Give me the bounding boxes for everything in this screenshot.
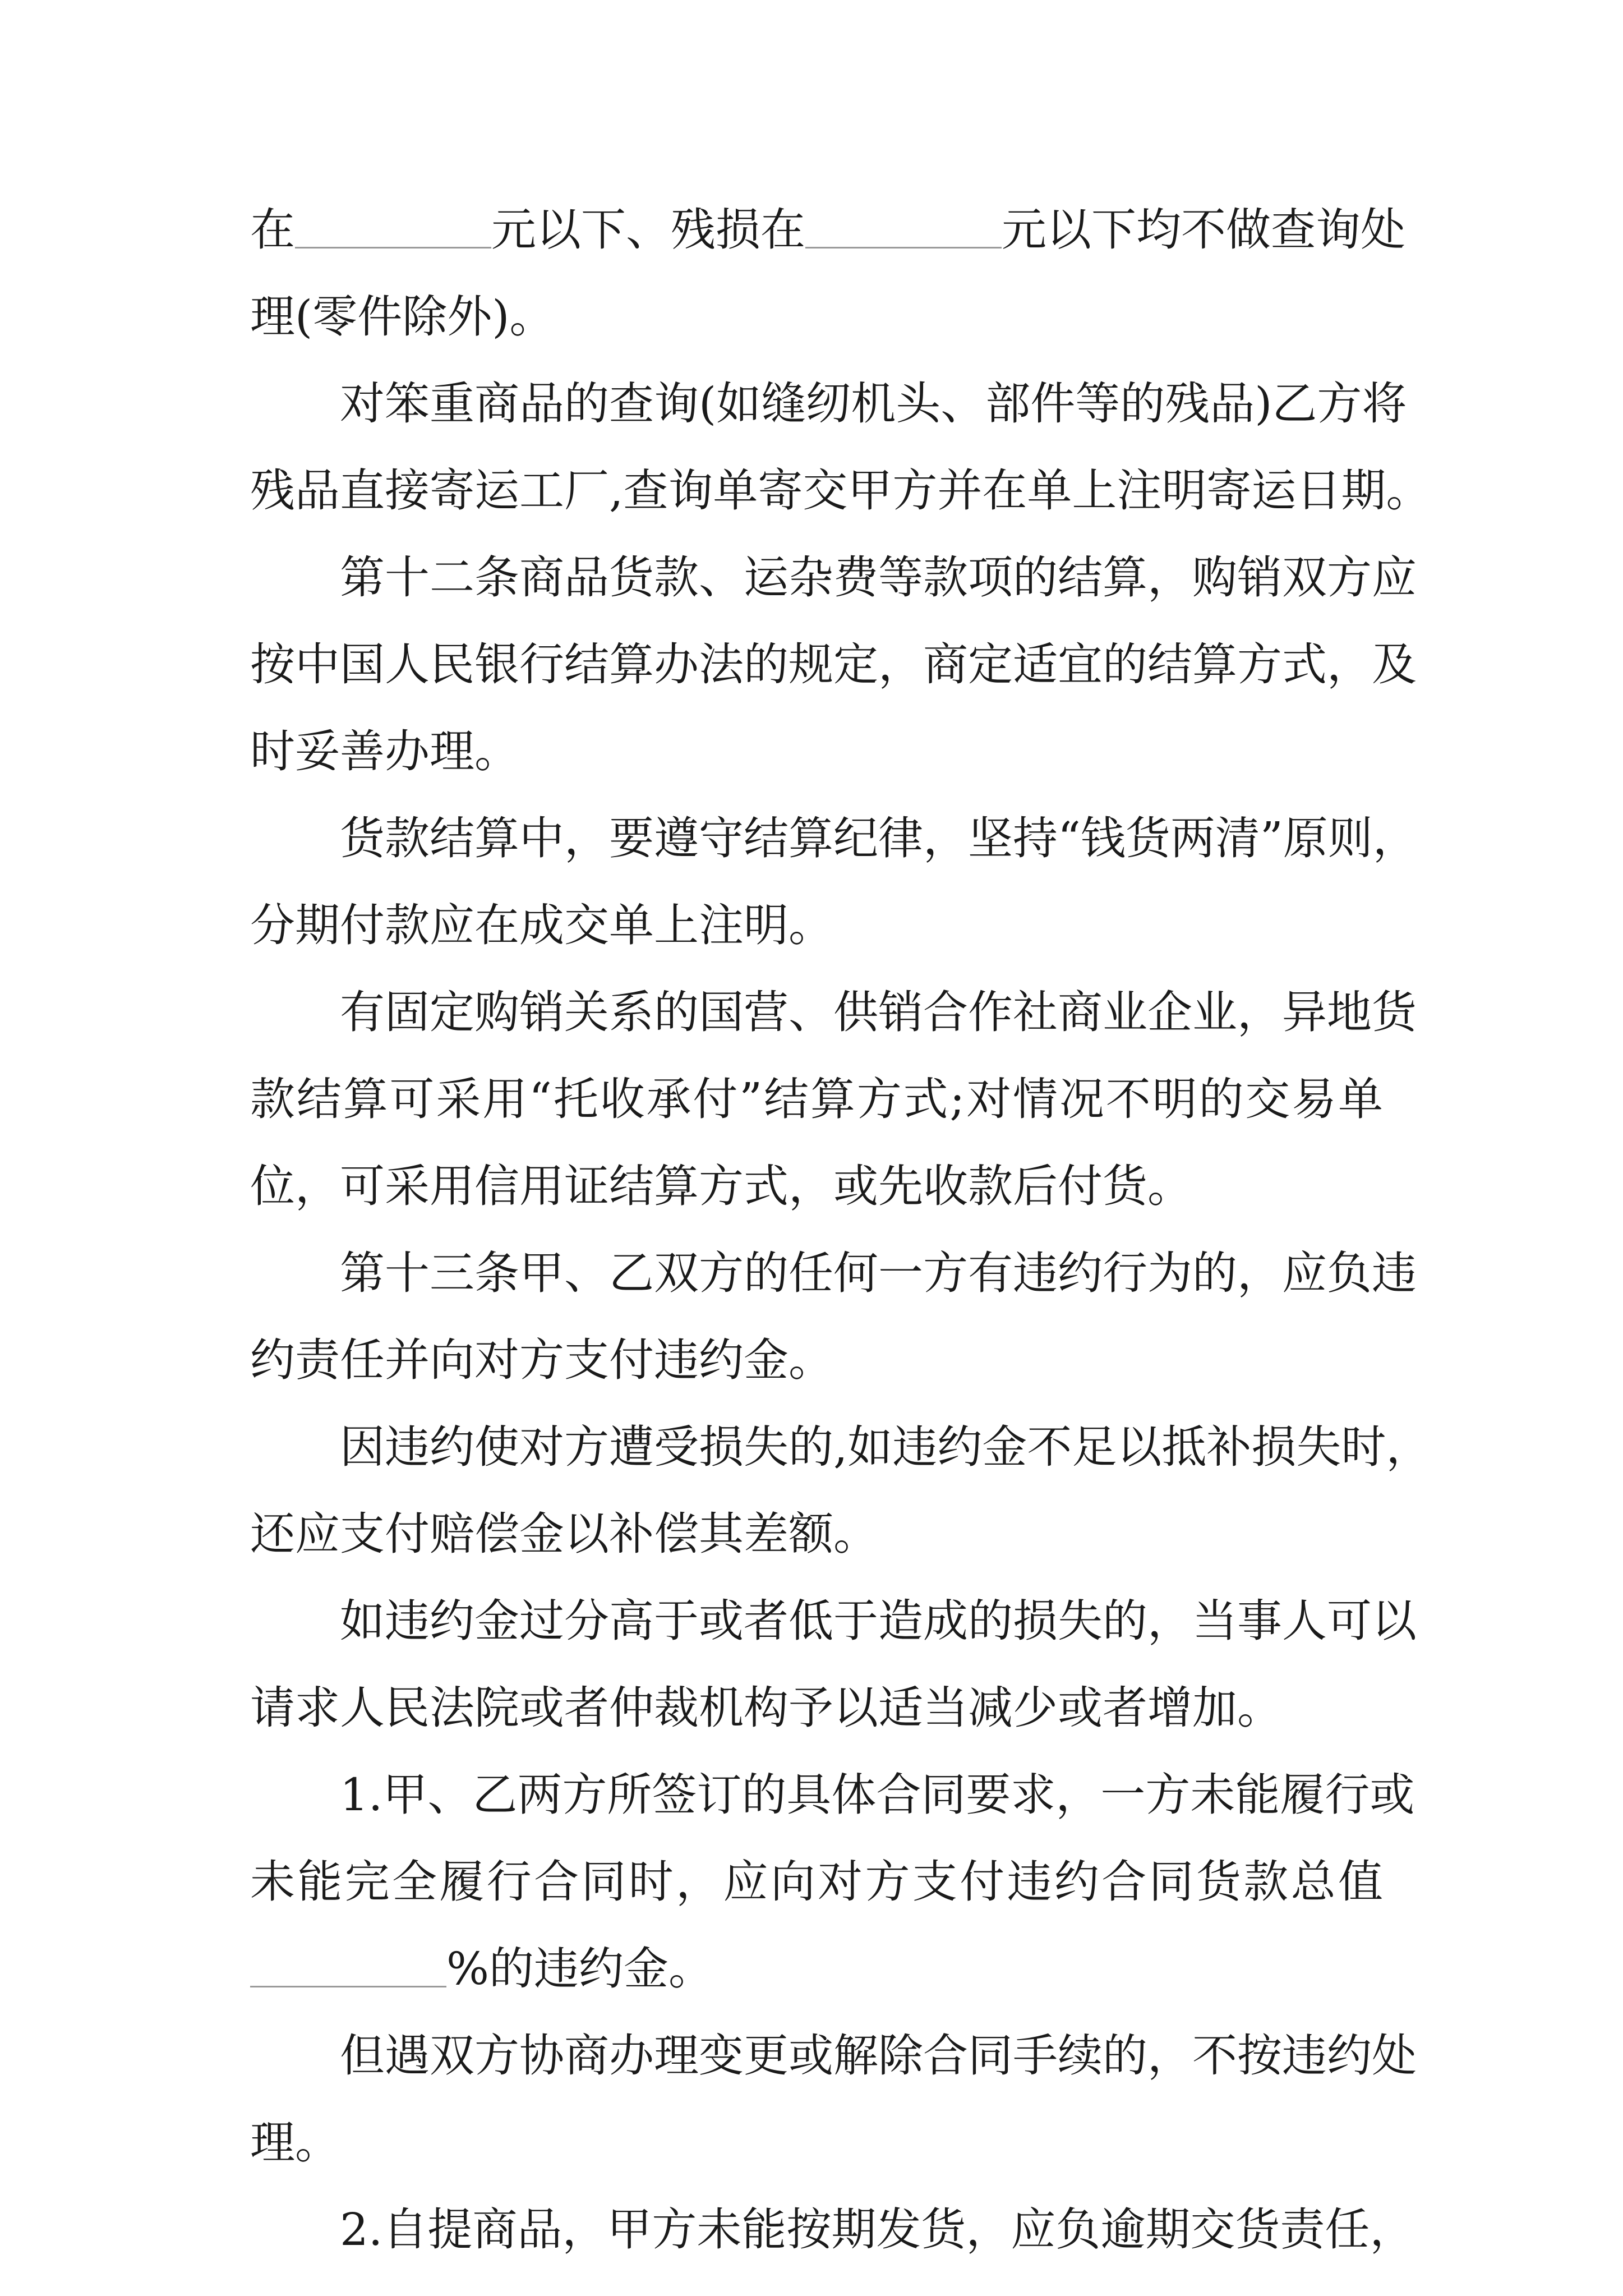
- fill-in-blank[interactable]: [805, 202, 1002, 249]
- text-line: 按中国人民银行结算办法的规定，商定适宜的结算方式，及: [250, 638, 1417, 691]
- text-line: 理。: [250, 2116, 340, 2169]
- text-line: 位，可采用信用证结算方式，或先收款后付货。: [250, 1160, 1192, 1212]
- paragraph-first-line: 有固定购销关系的国营、供销合作社商业企业，异地货: [340, 986, 1417, 1038]
- text-segment: 元以下、残损在: [491, 204, 805, 256]
- text-line: 还应支付赔偿金以补偿其差额。: [250, 1508, 878, 1560]
- text-line: 请求人民法院或者仲裁机构予以适当减少或者增加。: [250, 1682, 1282, 1734]
- paragraph-first-line: 2.自提商品，甲方未能按期发货，应负逾期交货责任，: [340, 2203, 1415, 2256]
- paragraph-first-line: 第十二条商品货款、运杂费等款项的结算，购销双方应: [340, 551, 1417, 604]
- fill-in-blank[interactable]: [295, 202, 491, 249]
- fill-in-blank[interactable]: [250, 1941, 446, 1987]
- paragraph-first-line: 但遇双方协商办理变更或解除合同手续的，不按违约处: [340, 2030, 1417, 2082]
- text-segment: %的违约金。: [446, 1943, 714, 1995]
- text-line: 未能完全履行合同时，应向对方支付违约合同货款总值: [250, 1856, 1383, 1908]
- text-line: 残品直接寄运工厂,查询单寄交甲方并在单上注明寄运日期。: [250, 464, 1431, 517]
- text-segment: 在: [250, 204, 295, 256]
- text-line: [250, 1941, 713, 1997]
- text-line: 约责任并向对方支付违约金。: [250, 1334, 833, 1386]
- paragraph-first-line: 因违约使对方遭受损失的,如违约金不足以抵补损失时，: [340, 1421, 1431, 1473]
- paragraph-first-line: 对笨重商品的查询(如缝纫机头、部件等的残品)乙方将: [340, 378, 1407, 430]
- text-line: [250, 202, 1405, 258]
- paragraph-first-line: 1.甲、乙两方所签订的具体合同要求，一方未能履行或: [340, 1769, 1415, 1821]
- paragraph-first-line: 如违约金过分高于或者低于造成的损失的，当事人可以: [340, 1595, 1417, 1647]
- paragraph-first-line: 货款结算中，要遵守结算纪律，坚持“钱货两清”原则，: [340, 812, 1418, 864]
- text-line: 理(零件除外)。: [250, 291, 555, 343]
- text-line: 时妥善办理。: [250, 725, 519, 777]
- text-segment: 元以下均不做查询处: [1002, 204, 1405, 256]
- text-line: 分期付款应在成交单上注明。: [250, 899, 833, 951]
- text-line: 款结算可采用“托收承付”结算方式;对情况不明的交易单: [250, 1073, 1383, 1125]
- paragraph-first-line: 第十三条甲、乙双方的任何一方有违约行为的，应负违: [340, 1247, 1417, 1299]
